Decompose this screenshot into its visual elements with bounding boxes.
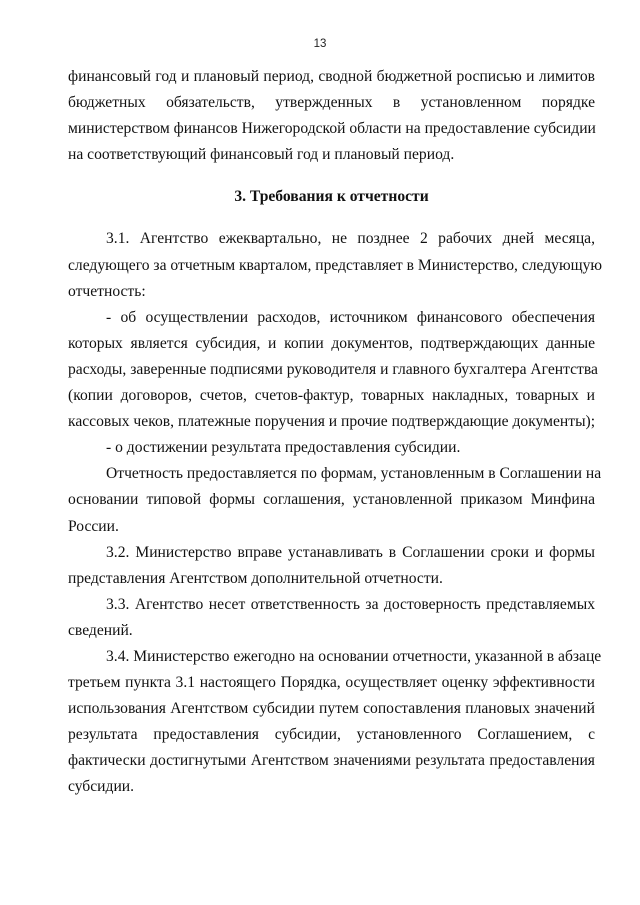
text-line: 3.2. Министерство вправе устанавливать в Соглашении сроки и формы <box>106 543 595 561</box>
page-number: 13 <box>313 38 327 50</box>
text-line: результата предоставления субсидии, установленного Соглашением, с <box>68 726 595 744</box>
paragraph-3-1 <box>68 226 603 304</box>
text-line: фактически достигнутыми Агентством значениями результата предоставления <box>68 752 595 770</box>
text-line: Отчетность предоставляется по формам, установленным в Соглашении на <box>106 465 602 483</box>
text-line: представления Агентством дополнительной отчетности. <box>68 569 443 587</box>
document-body <box>68 64 603 801</box>
text-line: следующего за отчетным кварталом, представляет в Министерство, следующую <box>68 256 603 274</box>
text-line: на соответствующий финансовый год и плановый период. <box>68 146 455 164</box>
paragraph-3-1-item-2 <box>68 435 595 461</box>
paragraph-3-4 <box>68 644 602 801</box>
text-line: расходы, заверенные подписями руководителя и главного бухгалтера Агентства <box>68 360 598 378</box>
text-line: которых является субсидия, и копии документов, подтверждающих данные <box>68 334 595 352</box>
text-line: использования Агентством субсидии путем сопоставления плановых значений <box>68 700 595 718</box>
text-line: субсидии. <box>68 778 135 796</box>
text-line: - о достижении результата предоставления субсидии. <box>106 439 461 457</box>
text-line: - об осуществлении расходов, источником финансового обеспечения <box>106 308 595 326</box>
text-line: России. <box>68 517 119 535</box>
paragraph-3-2 <box>68 540 595 592</box>
intro-paragraph <box>68 64 595 168</box>
text-line: 3.1. Агентство ежеквартально, не позднее 2 рабочих дней месяца, <box>106 230 595 248</box>
text-line: кассовых чеков, платежные поручения и прочие подтверждающие документы); <box>68 413 596 431</box>
text-line: третьем пункта 3.1 настоящего Порядка, осуществляет оценку эффективности <box>68 674 595 692</box>
section-heading: 3. Требования к отчетности <box>234 188 429 206</box>
text-line: отчетность: <box>68 282 146 300</box>
text-line: 3.3. Агентство несет ответственность за достоверность представляемых <box>106 595 595 613</box>
text-line: бюджетных обязательств, утвержденных в установленном порядке <box>68 94 595 112</box>
paragraph-3-1-forms <box>68 461 602 539</box>
paragraph-3-3 <box>68 592 595 644</box>
text-line: сведений. <box>68 621 133 639</box>
text-line: основании типовой формы соглашения, установленной приказом Минфина <box>68 491 595 509</box>
text-line: (копии договоров, счетов, счетов-фактур, товарных накладных, товарных и <box>68 387 595 405</box>
text-line: 3.4. Министерство ежегодно на основании отчетности, указанной в абзаце <box>106 647 602 665</box>
text-line: министерством финансов Нижегородской области на предоставление субсидии <box>68 120 596 138</box>
paragraph-3-1-item-1 <box>68 305 598 435</box>
text-line: финансовый год и плановый период, сводной бюджетной росписью и лимитов <box>68 68 595 85</box>
